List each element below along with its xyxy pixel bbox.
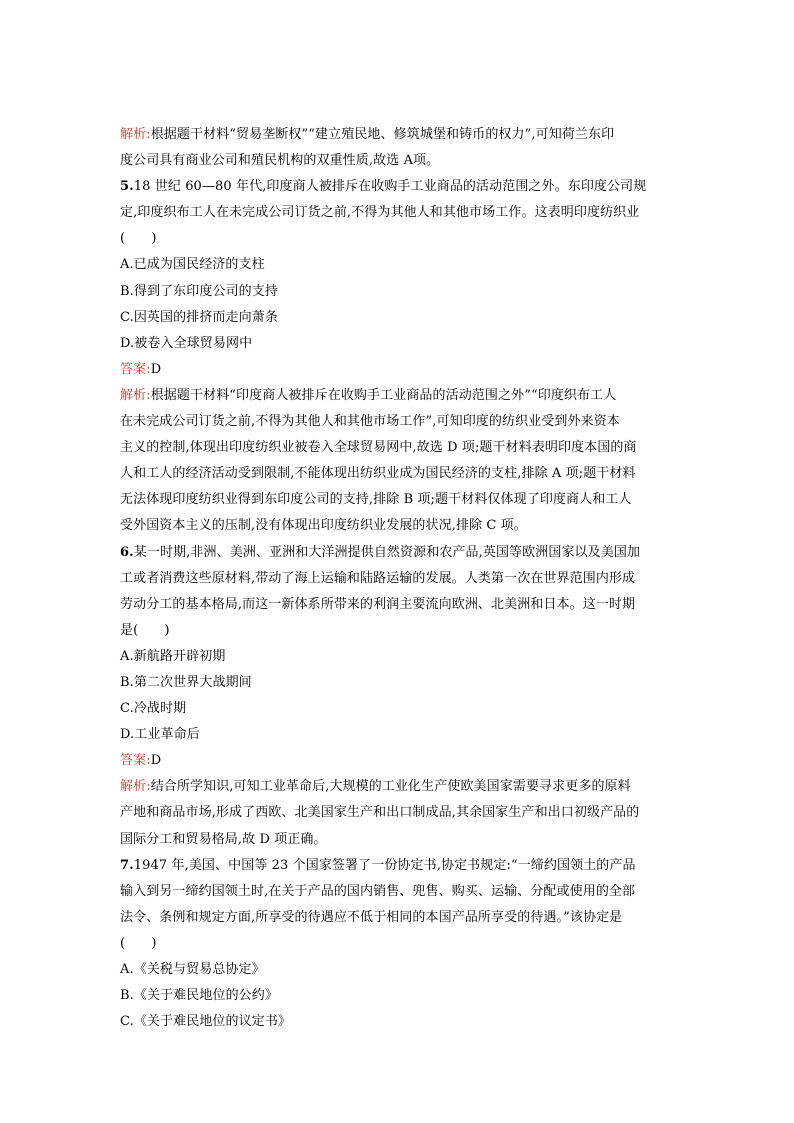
line-text: A.新航路开辟初期: [120, 648, 226, 664]
line-text: D: [150, 753, 162, 769]
line-text: B.第二次世界大战期间: [120, 674, 252, 690]
text-line: [120, 1009, 680, 1035]
text-line: [120, 983, 680, 1009]
text-line: [120, 174, 680, 200]
text-line: [120, 722, 680, 748]
line-text: 某一时期,非洲、美洲、亚洲和大洋洲提供自然资源和农产品,英国等欧洲国家以及美国加: [133, 544, 641, 560]
line-text: 法令、条例和规定方面,所享受的待遇应不低于相同的本国产品所享受的待遇。”该协定是: [120, 909, 623, 925]
line-text: 定,印度织布工人在未完成公司订货之前,不得为其他人和其他市场工作。这表明印度纺织业: [120, 205, 640, 221]
q6-expl-block: [120, 774, 680, 852]
text-line: [120, 853, 680, 879]
text-line: [120, 670, 680, 696]
line-text: 工或者消费这些原材料,带动了海上运输和陆路运输的发展。人类第一次在世界范围内形成: [120, 570, 636, 586]
text-line: [120, 905, 680, 931]
line-text: ( ): [120, 231, 157, 247]
line-text: C.因英国的排挤而走向萧条: [120, 309, 278, 325]
line-text: 根据题干材料“印度商人被排斥在收购手工业商品的活动范围之外”“印度织布工人: [150, 387, 617, 403]
text-line: [120, 644, 680, 670]
text-line: [120, 305, 680, 331]
document-body: [120, 122, 680, 1035]
line-text: 无法体现印度纺织业得到东印度公司的支持,排除 B 项;题干材料仅体现了印度商人和工人: [120, 492, 632, 508]
line-text: 1947 年,美国、中国等 23 个国家签署了一份协定书,协定书规定:“一缔约国领土的产品: [133, 857, 636, 873]
text-line: [120, 148, 680, 174]
line-text: C.《关于难民地位的议定书》: [120, 1014, 292, 1030]
text-line: [120, 200, 680, 226]
line-text: 根据题干材料“贸易垄断权”“建立殖民地、修筑城堡和铸币的权力”,可知荷兰东印: [150, 127, 615, 142]
q6-opts-block: [120, 644, 680, 748]
line-text: 度公司具有商业公司和殖民机构的双重性质,故选 A项。: [120, 153, 440, 169]
text-line: [120, 279, 680, 305]
text-line: [120, 487, 680, 513]
line-text: 输入到另一缔约国领土时,在关于产品的国内销售、兜售、购买、运输、分配或使用的全部: [120, 883, 636, 899]
answer-label: 答案:: [120, 753, 151, 769]
question-number: 5.: [120, 179, 134, 195]
line-text: ( ): [120, 935, 157, 951]
text-line: [120, 618, 680, 644]
text-line: [120, 513, 680, 539]
text-line: [120, 357, 680, 383]
line-text: B.得到了东印度公司的支持: [120, 283, 278, 299]
line-text: D: [150, 361, 162, 377]
line-text: 在未完成公司订货之前,不得为其他人和其他市场工作”,可知印度的纺织业受到外来资本: [120, 414, 620, 430]
line-text: 18 世纪 60—80 年代,印度商人被排斥在收购手工业商品的活动范围之外。东印度公司规: [133, 179, 647, 195]
text-line: [120, 748, 680, 774]
explanation-label: 解析:: [120, 779, 151, 795]
q5-expl-block: [120, 383, 680, 540]
text-line: [120, 435, 680, 461]
text-line: [120, 461, 680, 487]
explanation-label: 解析:: [120, 387, 151, 403]
line-text: D.被卷入全球贸易网中: [120, 335, 253, 351]
line-text: A.《关税与贸易总协定》: [120, 962, 265, 977]
q6-block: [120, 540, 680, 644]
line-text: 结合所学知识,可知工业革命后,大规模的工业化生产使欧美国家需要寻求更多的原料: [150, 779, 631, 795]
text-line: [120, 409, 680, 435]
text-line: [120, 566, 680, 592]
line-text: 国际分工和贸易格局,故 D 项正确。: [120, 831, 327, 847]
text-line: [120, 774, 680, 800]
line-text: C.冷战时期: [120, 701, 187, 717]
question-number: 7.: [120, 857, 134, 873]
text-line: [120, 696, 680, 722]
text-line: [120, 827, 680, 853]
line-text: 是( ): [120, 622, 170, 638]
line-text: B.《关于难民地位的公约》: [120, 988, 278, 1004]
text-line: [120, 879, 680, 905]
text-line: [120, 331, 680, 357]
text-line: [120, 957, 680, 983]
explanation-label: 解析:: [120, 127, 151, 142]
q5-opts-block: [120, 252, 680, 356]
text-line: [120, 383, 680, 409]
text-line: [120, 122, 680, 148]
question-number: 6.: [120, 544, 134, 560]
line-text: 受外国资本主义的压制,没有体现出印度纺织业发展的状况,排除 C 项。: [120, 518, 527, 534]
answer-label: 答案:: [120, 361, 151, 377]
text-line: [120, 800, 680, 826]
q5-block: [120, 174, 680, 252]
text-line: [120, 592, 680, 618]
q6-ans-block: [120, 748, 680, 774]
line-text: 主义的控制,体现出印度纺织业被卷入全球贸易网中,故选 D 项;题干材料表明印度本国的商: [120, 440, 637, 456]
line-text: 人和工人的经济活动受到限制,不能体现出纺织业成为国民经济的支柱,排除 A 项;题干材料: [120, 466, 636, 482]
q4-expl-block: [120, 122, 680, 174]
q7-block: [120, 853, 680, 957]
q7-opts-block: [120, 957, 680, 1035]
line-text: A.已成为国民经济的支柱: [120, 257, 265, 273]
line-text: D.工业革命后: [120, 727, 200, 743]
line-text: 劳动分工的基本格局,而这一新体系所带来的利润主要流向欧洲、北美洲和日本。这一时期: [120, 596, 636, 612]
text-line: [120, 540, 680, 566]
line-text: 产地和商品市场,形成了西欧、北美国家生产和出口制成品,其余国家生产和出口初级产品的: [120, 805, 640, 821]
text-line: [120, 226, 680, 252]
q5-ans-block: [120, 357, 680, 383]
text-line: [120, 931, 680, 957]
text-line: [120, 252, 680, 278]
